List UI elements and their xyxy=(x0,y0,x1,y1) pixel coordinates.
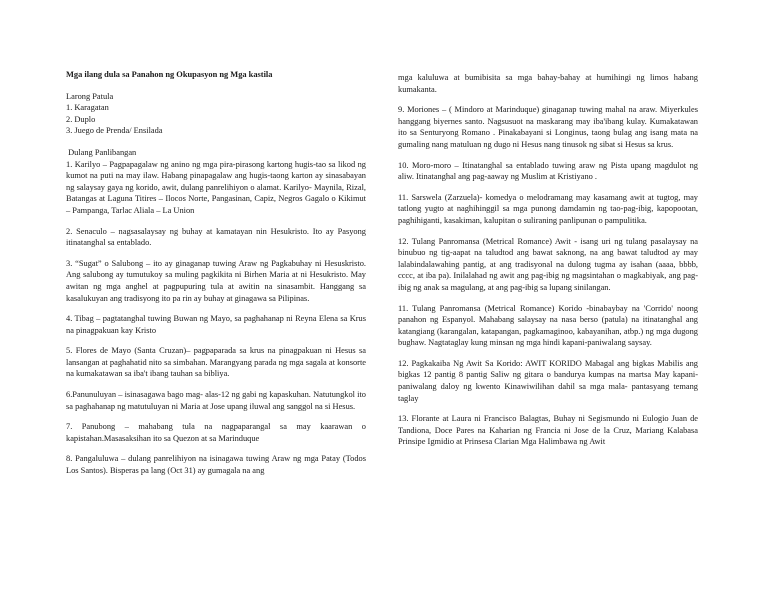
paragraph: 11. Tulang Panromansa (Metrical Romance) Korido -binabaybay na 'Corrido' noong panahon ng Espanyol. Mahabang salaysay na nasa berso (patula) na itinatanghal ang katangiang (karangalan, katapangan, pagkamaginoo, kabayanihan, atbp.) ng mga dugong bughaw. Nagtataglay kung minsan ng mga hindi kapani-paniwalang saysay. xyxy=(398,303,698,348)
right-column xyxy=(398,72,698,457)
paragraph: 3. “Sugat” o Salubong – ito ay ginaganap tuwing Araw ng Pagkabuhay ni Hesuskristo. Ang salubong ay tumutukoy sa muling pagkikita ni Birhen Maria at ni Hesukristo. May awitan ng mga anghel at pagpupuring tula at awitin na sinasambit. Hanggang sa kasalukuyan ang tradisyong ito pa rin ay buhay at ginagawa sa Pilipinas. xyxy=(66,258,366,303)
paragraph: mga kaluluwa at bumibisita sa mga bahay-bahay at humihingi ng limos habang kumakanta. xyxy=(398,73,698,94)
paragraph: 12. Pagkakaiba Ng Awit Sa Korido: AWIT KORIDO Mabagal ang bigkas Mabilis ang bigkas 12 pantig 8 pantig Saliw ng gitara o bandurya kumpas na martsa May kapani-paniwalang daloy ng kwento Kinawiwilihan dahil sa mga mala- pantasyang temang taglay xyxy=(398,358,698,403)
paragraph: 11. Sarswela (Zarzuela)- komedya o melodramang may kasamang awit at tugtog, may tatlong yugto at naghihinggil sa mga punong damdamin ng tao-pag-ibig, kapopootan, paghihiganti, kasakiman, kalupitan o suliraning panlipunan o pampulitika. xyxy=(398,192,698,225)
section-heading: Larong Patula xyxy=(66,91,114,101)
document-title: Mga ilang dula sa Panahon ng Okupasyon ng Mga kastila xyxy=(66,70,273,79)
paragraph: 7. Panubong – mahabang tula na nagpaparangal sa may kaarawan o kapistahan.Masasaksihan ito sa Quezon at sa Marinduque xyxy=(66,422,366,443)
section-heading: Dulang Panlibangan xyxy=(66,147,137,157)
list-item: 1. Karagatan xyxy=(66,103,109,113)
paragraph: 1. Karilyo – Pagpapagalaw ng anino ng mga pira-pirasong kartong hugis-tao sa likod ng kumot na puti na may ilaw. Habang pinapagalaw ang hugis-taong karton ay sinasabayan ng salaysay gaya ng korido, awit, dulang panrelihiyon o alamat. Karilyo- Maynila, Rizal, Batangas at Laguna Titires – Ilocos Norte, Pangasinan, Capiz, Negros Gagalo o Kikimut – Pampanga, Tarlac Aliala – La Union xyxy=(66,159,366,215)
paragraph: 5. Flores de Mayo (Santa Cruzan)– pagpaparada sa krus na pinagpakuan ni Hesus sa lansangan at paghahatid nito sa simbahan. Marangyang parada ng mga sagala at konsorte na kumakatawan sa iba't ibang tauhan sa bibliya. xyxy=(66,346,366,379)
paragraph: 13. Florante at Laura ni Francisco Balagtas, Buhay ni Segismundo ni Eulogio Juan de Tandiona, Doce Pares na Kaharian ng Francia ni Jose de la Cruz, Mariang Kalabasa Prinsipe Igmidio at Prinsesa Clarian Mga Halimbawa ng Awit xyxy=(398,414,698,447)
paragraph: 6.Panunuluyan – isinasagawa bago mag- alas-12 ng gabi ng kapaskuhan. Natutungkol ito sa paghahanap ng matutuluyan ni Maria at Jose upang iluwal ang sanggol na si Hesus. xyxy=(66,390,366,411)
paragraph: 8. Pangaluluwa – dulang panrelihiyon na isinagawa tuwing Araw ng mga Patay (Todos Los Santos). Bisperas pa lang (Oct 31) ay gumagala na ang xyxy=(66,454,366,476)
paragraph: 4. Tibag – pagtatanghal tuwing Buwan ng Mayo, sa paghahanap ni Reyna Elena sa Krus na pinagpakuan kay Kristo xyxy=(66,314,366,335)
list-item: 3. Juego de Prenda/ Ensilada xyxy=(66,126,163,136)
paragraph: 2. Senaculo – nagsasalaysay ng buhay at kamatayan nin Hesukristo. Ito ay Pasyong itinatanghal sa entablado. xyxy=(66,226,366,248)
paragraph: 10. Moro-moro – Itinatanghal sa entablado tuwing araw ng Pista upang magdulot ng aliw. Itinatanghal ang pag-aaway ng Muslim at Kristiyano . xyxy=(398,160,698,182)
larong-patula-section xyxy=(66,91,366,137)
left-column xyxy=(66,69,366,486)
paragraph: 9. Moriones – ( Mindoro at Marinduque) ginaganap tuwing mahal na araw. Miyerkules hanggang biyernes santo. Nagsusuot na maskarang may iba'ibang kulay. Kumakatawan ito sa Senturyong Romano . Pinakabayani si Longinus, taong bulag ang isang mata na gumaling nang matuluan ng dugo ni Hesus nang tinusok ng sibat si Hesus sa krus. xyxy=(398,105,698,149)
list-item: 2. Duplo xyxy=(66,114,96,124)
paragraph: 12. Tulang Panromansa (Metrical Romance) Awit - isang uri ng tulang pasalaysay na binubuo ng tig-aapat na taludtod ang bawat saknong, na ang bawat taludtod ay may lalabindalawahing pantig, at ang tradisyonal na dulong tugma ay isahan (aaaa, bbbb, cccc, at iba pa). Inilalahad ng awit ang pag-ibig ng magsintahan o magkabiyak, ang pag-ibig ng anak sa magulang, at ang pag-ibig sa lupang sinilangan. xyxy=(398,236,698,292)
